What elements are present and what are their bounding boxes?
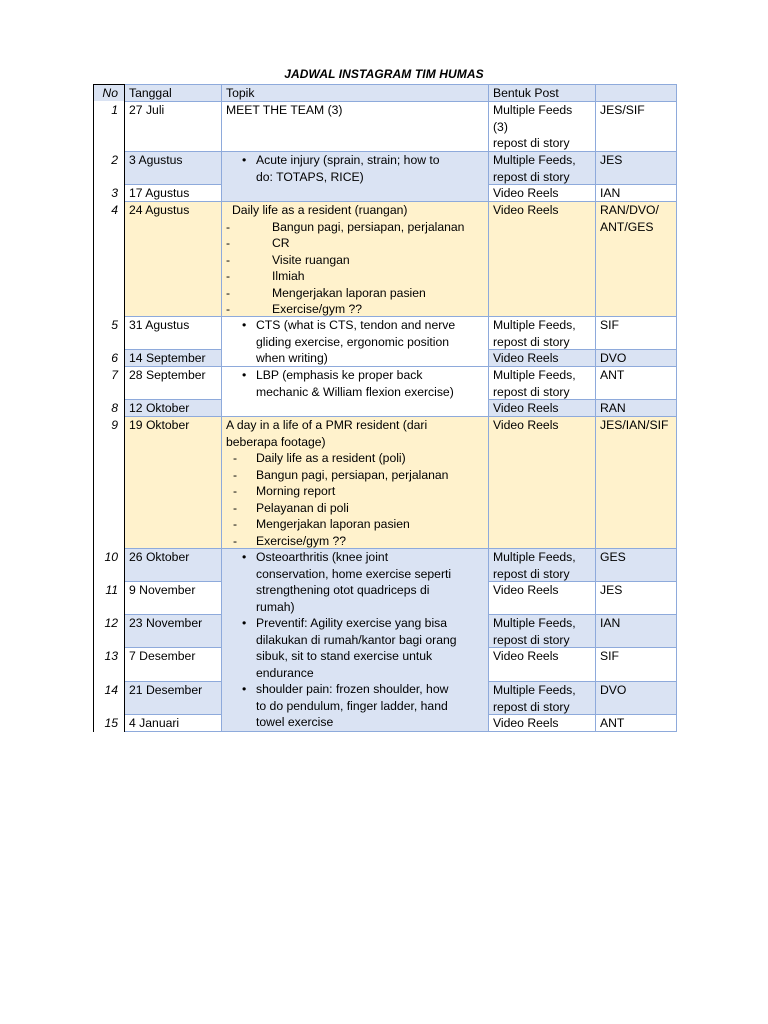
topic-cell <box>221 366 488 416</box>
header-topik <box>221 84 488 101</box>
grid-line <box>488 548 676 549</box>
pic-cell: JES <box>595 581 676 614</box>
topic-sub-list <box>226 219 483 318</box>
post-type-line: Video Reels <box>493 418 559 432</box>
number-column-border <box>93 84 94 732</box>
grid-line <box>124 714 221 715</box>
pic-cell: RAN/DVO/ ANT/GES <box>595 201 676 316</box>
header-label: Tanggal <box>129 86 172 100</box>
post-type-line: Video Reels <box>493 351 559 365</box>
grid-line <box>124 151 221 152</box>
topic-bullet-line: sibuk, sit to stand exercise untuk <box>256 649 433 663</box>
topic-sub-item: - Exercise/gym ?? <box>226 301 483 318</box>
grid-line <box>488 681 676 682</box>
topic-bullet-item <box>226 615 483 681</box>
topic-bullet-line: • Preventif: Agility exercise yang bisa <box>256 616 448 630</box>
date-cell: 26 Oktober <box>124 548 221 581</box>
topic-sub-item: - Pelayanan di poli <box>226 500 483 517</box>
post-type-line: repost di story <box>493 136 570 150</box>
post-type-cell <box>488 614 595 647</box>
topic-cell <box>221 548 488 731</box>
grid-line <box>488 416 676 417</box>
row-number: 12 <box>93 614 124 647</box>
grid-line <box>221 416 488 417</box>
grid-line <box>676 84 677 732</box>
post-type-line: Multiple Feeds, <box>493 368 576 382</box>
date-cell: 12 Oktober <box>124 399 221 416</box>
topic-bullet-line: rumah) <box>256 599 295 614</box>
topic-sub-item: - Exercise/gym ?? <box>226 533 483 550</box>
pic-cell: JES/IAN/SIF <box>595 416 676 548</box>
grid-line <box>488 201 676 202</box>
date-cell: 31 Agustus <box>124 316 221 349</box>
topic-bullet-line: mechanic & William flexion exercise) <box>256 384 454 399</box>
row-number: 7 <box>93 366 124 399</box>
topic-bullet-list <box>226 367 483 400</box>
post-type-line: repost di story <box>493 632 570 647</box>
grid-line <box>488 84 489 732</box>
grid-line <box>124 548 221 549</box>
topic-sub-item: - Bangun pagi, persiapan, perjalanan <box>226 467 483 484</box>
topic-text: MEET THE TEAM (3) <box>226 103 343 117</box>
grid-line <box>124 184 221 185</box>
post-type-cell <box>488 581 595 614</box>
pic-cell: ANT <box>595 366 676 399</box>
grid-line <box>488 349 676 350</box>
number-column-border <box>93 84 125 85</box>
grid-line <box>488 366 676 367</box>
post-type-cell <box>488 184 595 201</box>
grid-line <box>221 84 222 732</box>
post-type-line: Multiple Feeds, <box>493 683 576 697</box>
post-type-line: Video Reels <box>493 203 559 217</box>
grid-line <box>124 647 221 648</box>
topic-heading: Daily life as a resident (ruangan) <box>232 203 408 217</box>
grid-line <box>488 614 676 615</box>
header-label: Bentuk Post <box>493 86 559 100</box>
pic-cell: ANT <box>595 714 676 731</box>
grid-line <box>124 416 221 417</box>
post-type-line: repost di story <box>493 384 570 399</box>
topic-bullet-item <box>226 317 483 367</box>
row-number: 1 <box>93 101 124 151</box>
grid-line <box>488 399 676 400</box>
number-column-border <box>124 84 125 732</box>
topic-bullet-line: • Osteoarthritis (knee joint <box>256 550 389 564</box>
row-number: 13 <box>93 647 124 681</box>
post-type-cell <box>488 647 595 681</box>
topic-bullet-list <box>226 549 483 731</box>
grid-line <box>488 714 676 715</box>
row-number: 15 <box>93 714 124 731</box>
grid-line <box>124 399 221 400</box>
topic-bullet-line: • LBP (emphasis ke proper back <box>256 368 423 382</box>
grid-line <box>221 366 488 367</box>
pic-cell: JES <box>595 151 676 184</box>
header-bentuk <box>488 84 595 101</box>
header-pic <box>595 84 676 101</box>
post-type-cell <box>488 681 595 714</box>
date-cell: 14 September <box>124 349 221 366</box>
date-cell: 17 Agustus <box>124 184 221 201</box>
date-cell: 7 Desember <box>124 647 221 681</box>
topic-bullet-line: to do pendulum, finger ladder, hand <box>256 698 448 713</box>
topic-bullet-line: endurance <box>256 665 314 680</box>
topic-cell <box>221 101 488 151</box>
topic-bullet-list <box>226 152 483 185</box>
topic-sub-item: - Visite ruangan <box>226 252 483 269</box>
post-type-cell <box>488 349 595 366</box>
row-number: 3 <box>93 184 124 201</box>
pic-cell: RAN <box>595 399 676 416</box>
topic-sub-item: - CR <box>226 235 483 252</box>
grid-line <box>124 731 221 732</box>
header-label: Topik <box>226 86 255 100</box>
post-type-line: repost di story <box>493 169 570 184</box>
post-type-cell <box>488 201 595 316</box>
topic-heading-line: A day in a life of a PMR resident (dari <box>226 418 428 432</box>
post-type-line: Video Reels <box>493 583 559 597</box>
grid-line <box>124 316 221 317</box>
topic-bullet-item <box>226 367 483 400</box>
row-number: 10 <box>93 548 124 581</box>
pic-cell: SIF <box>595 316 676 349</box>
pic-cell: DVO <box>595 349 676 366</box>
post-type-cell <box>488 316 595 349</box>
pic-cell: SIF <box>595 647 676 681</box>
document-title: JADWAL INSTAGRAM TIM HUMAS <box>284 67 484 81</box>
row-number: 11 <box>93 581 124 614</box>
grid-line <box>221 316 488 317</box>
post-type-line: Multiple Feeds, <box>493 153 576 167</box>
date-cell: 28 September <box>124 366 221 399</box>
topic-bullet-line: towel exercise <box>256 715 334 729</box>
grid-line <box>221 731 488 732</box>
header-tanggal <box>124 84 221 101</box>
post-type-line: repost di story <box>493 334 570 349</box>
post-type-line: Multiple Feeds, <box>493 550 576 564</box>
topic-bullet-line: do: TOTAPS, RICE) <box>256 169 364 184</box>
topic-cell <box>221 201 488 316</box>
post-type-line: Video Reels <box>493 716 559 730</box>
topic-sub-item: - Mengerjakan laporan pasien <box>226 516 483 533</box>
post-type-line: Multiple Feeds, <box>493 318 576 332</box>
date-cell: 4 Januari <box>124 714 221 731</box>
topic-bullet-line: when writing) <box>256 351 328 365</box>
post-type-cell <box>488 151 595 184</box>
grid-line <box>488 316 676 317</box>
topic-sub-list <box>226 450 483 549</box>
post-type-line: repost di story <box>493 699 570 714</box>
row-number: 2 <box>93 151 124 184</box>
grid-line <box>124 349 221 350</box>
date-cell: 24 Agustus <box>124 201 221 316</box>
grid-line <box>488 581 676 582</box>
pic-cell: IAN <box>595 184 676 201</box>
grid-line <box>488 151 676 152</box>
grid-line <box>124 101 676 102</box>
topic-sub-item: - Mengerjakan laporan pasien <box>226 285 483 302</box>
post-type-line: Multiple Feeds <box>493 103 573 117</box>
row-number: 14 <box>93 681 124 714</box>
grid-line <box>488 731 676 732</box>
row-number: 9 <box>93 416 124 548</box>
topic-sub-item: - Bangun pagi, persiapan, perjalanan <box>226 219 483 236</box>
row-number: 6 <box>93 349 124 366</box>
topic-bullet-line: dilakukan di rumah/kantor bagi orang <box>256 632 457 647</box>
grid-line <box>595 84 596 732</box>
topic-cell <box>221 316 488 366</box>
topic-cell <box>221 416 488 548</box>
grid-line <box>488 184 676 185</box>
topic-sub-item: - Morning report <box>226 483 483 500</box>
topic-bullet-list <box>226 317 483 367</box>
date-cell: 21 Desember <box>124 681 221 714</box>
grid-line <box>124 84 676 85</box>
pic-cell: DVO <box>595 681 676 714</box>
topic-bullet-line: conservation, home exercise seperti <box>256 566 452 581</box>
date-cell: 23 November <box>124 614 221 647</box>
row-number: 8 <box>93 399 124 416</box>
post-type-cell <box>488 366 595 399</box>
topic-heading-line: beberapa footage) <box>226 434 326 449</box>
topic-sub-item: - Ilmiah <box>226 268 483 285</box>
pic-cell: IAN <box>595 614 676 647</box>
pic-cell: GES <box>595 548 676 581</box>
topic-bullet-item <box>226 549 483 615</box>
post-type-cell <box>488 714 595 731</box>
post-type-line: Multiple Feeds, <box>493 616 576 630</box>
post-type-line: Video Reels <box>493 186 559 200</box>
grid-line <box>221 151 488 152</box>
date-cell: 19 Oktober <box>124 416 221 548</box>
grid-line <box>124 366 221 367</box>
header-no <box>93 84 124 101</box>
post-type-cell <box>488 399 595 416</box>
post-type-cell <box>488 548 595 581</box>
post-type-cell <box>488 101 595 151</box>
grid-line <box>124 614 221 615</box>
grid-line <box>488 647 676 648</box>
grid-line <box>124 681 221 682</box>
pic-cell: JES/SIF <box>595 101 676 151</box>
post-type-cell <box>488 416 595 548</box>
post-type-line: Video Reels <box>493 401 559 415</box>
topic-bullet-item <box>226 152 483 185</box>
topic-cell <box>221 151 488 201</box>
topic-bullet-item <box>226 681 483 731</box>
post-type-line: Video Reels <box>493 649 559 663</box>
grid-line <box>221 548 488 549</box>
topic-bullet-line: strengthening otot quadriceps di <box>256 583 430 597</box>
post-type-line: (3) <box>493 119 508 134</box>
grid-line <box>124 201 221 202</box>
date-cell: 27 Juli <box>124 101 221 151</box>
row-number: 5 <box>93 316 124 349</box>
date-cell: 3 Agustus <box>124 151 221 184</box>
grid-line <box>221 201 488 202</box>
topic-bullet-line: • CTS (what is CTS, tendon and nerve <box>256 318 456 332</box>
grid-line <box>124 581 221 582</box>
topic-bullet-line: • Acute injury (sprain, strain; how to <box>256 153 440 167</box>
date-cell: 9 November <box>124 581 221 614</box>
row-number: 4 <box>93 201 124 316</box>
header-label: No <box>102 86 118 100</box>
topic-bullet-line: • shoulder pain: frozen shoulder, how <box>256 682 449 696</box>
post-type-line: repost di story <box>493 566 570 581</box>
topic-sub-item: - Daily life as a resident (poli) <box>226 450 483 467</box>
topic-bullet-line: gliding exercise, ergonomic position <box>256 334 450 349</box>
